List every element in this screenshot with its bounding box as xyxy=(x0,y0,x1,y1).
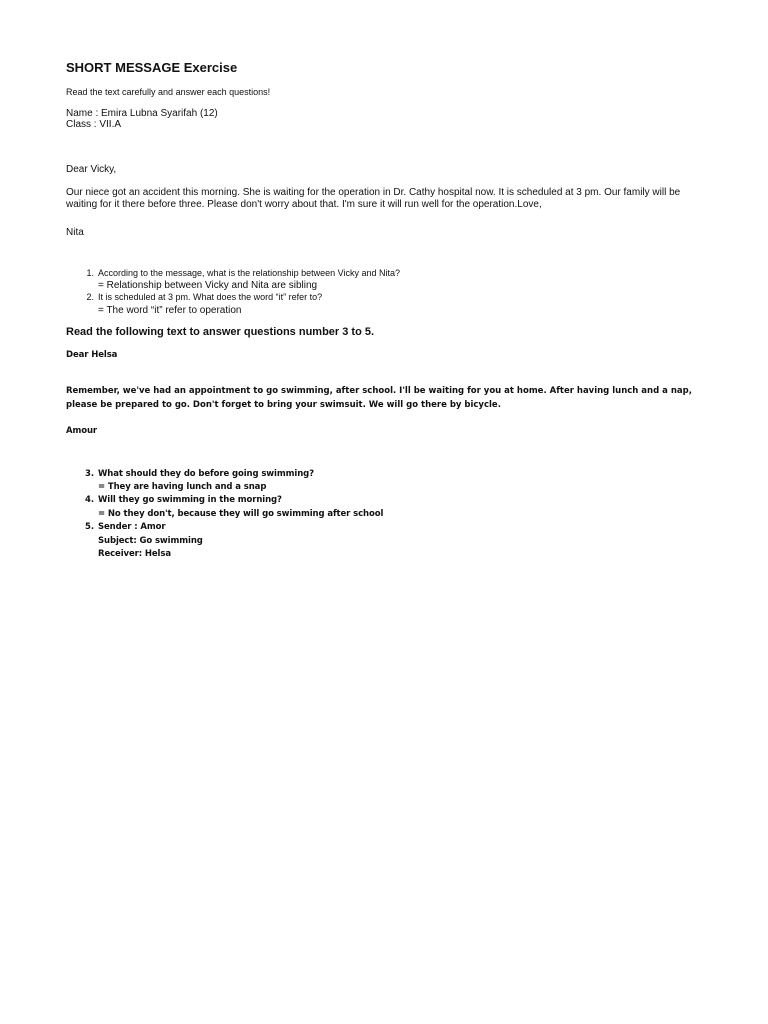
question-number: 1. xyxy=(86,268,94,278)
answer-5-receiver: Receiver: Helsa xyxy=(98,549,171,559)
student-name: Name : Emira Lubna Syarifah (12) xyxy=(66,108,218,119)
message1-sender: Nita xyxy=(66,227,84,238)
message2-greeting: Dear Helsa xyxy=(66,350,118,360)
instruction-text: Read the text carefully and answer each questions! xyxy=(66,87,271,97)
question-text: What should they do before going swimming? xyxy=(98,469,314,479)
message1-greeting: Dear Vicky, xyxy=(66,164,117,175)
message1-body: Our niece got an accident this morning. She is waiting for the operation in Dr. Cathy hospital now. It is scheduled at 3 pm. Our family will be waiting for it there before three. Please don't worry about that. I'm sure it will run well for the operation.Love, xyxy=(66,187,681,210)
message2-sender: Amour xyxy=(66,426,98,436)
answer-1: = Relationship between Vicky and Nita are sibling xyxy=(98,280,318,291)
question-text: According to the message, what is the relationship between Vicky and Nita? xyxy=(98,268,401,278)
answer-5-subject: Subject: Go swimming xyxy=(98,536,203,546)
answer-2: = The word “it” refer to operation xyxy=(98,305,242,316)
question-text: Will they go swimming in the morning? xyxy=(98,495,282,505)
question-number: 3. xyxy=(85,469,94,479)
question-number: 5. xyxy=(85,522,94,532)
student-class: Class : VII.A xyxy=(66,119,122,130)
document-title: SHORT MESSAGE Exercise xyxy=(66,60,238,75)
question-text: Sender : Amor xyxy=(98,522,166,532)
answer-4: = No they don't, because they will go swimming after school xyxy=(98,509,384,519)
answer-3: = They are having lunch and a snap xyxy=(98,482,267,492)
question-number: 2. xyxy=(86,292,94,302)
question-text: It is scheduled at 3 pm. What does the word “it” refer to? xyxy=(98,292,323,302)
message2-body: Remember, we've had an appointment to go swimming, after school. I'll be waiting for you at home. After having lunch and a nap, please be prepared to go. Don't forget to bring your swimsuit. We will go there by bicycle. xyxy=(66,386,692,410)
question-number: 4. xyxy=(85,495,94,505)
section2-heading: Read the following text to answer questions number 3 to 5. xyxy=(66,326,375,338)
